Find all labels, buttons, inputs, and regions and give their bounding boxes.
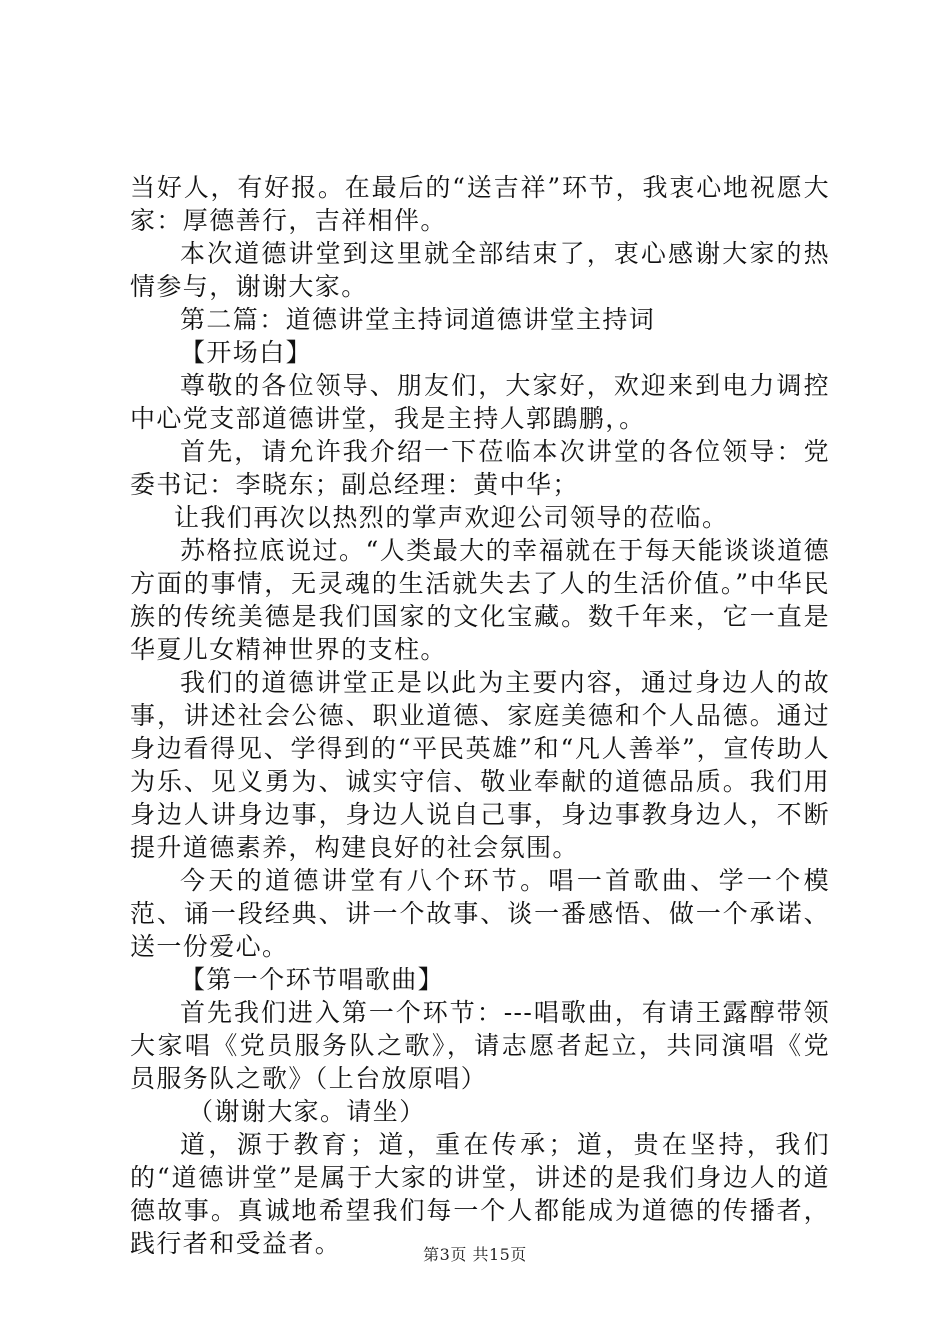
paragraph: （谢谢大家。请坐） — [188, 1097, 426, 1126]
page-footer: 第3页 共15页 — [423, 1245, 527, 1264]
section-heading: 【第一个环节唱歌曲】 — [180, 965, 445, 994]
paragraph: 今天的道德讲堂有八个环节。唱一首歌曲、学一个模范、诵一段经典、讲一个故事、谈一番感悟、做一个承诺、送一份爱心。 — [130, 866, 830, 961]
paragraph: 尊敬的各位领导、朋友们，大家好，欢迎来到电力调控中心党支部道德讲堂，我是主持人郭鵾鹏，。 — [130, 371, 830, 433]
paragraph: 苏格拉底说过。“人类最大的幸福就在于每天能谈谈道德方面的事情，无灵魂的生活就失去了人的生活价值。”中华民族的传统美德是我们国家的文化宝藏。数千年来，它一直是华夏儿女精神世界的支柱。 — [130, 536, 830, 664]
paragraph: 让我们再次以热烈的掌声欢迎公司领导的莅临。 — [174, 503, 729, 532]
section-title: 第二篇：道德讲堂主持词道德讲堂主持词 — [180, 305, 656, 334]
paragraph: 首先我们进入第一个环节：---唱歌曲，有请王露醇带领大家唱《党员服务队之歌》，请志愿者起立，共同演唱《党员服务队之歌》（上台放原唱） — [130, 998, 830, 1093]
paragraph: 道，源于教育；道，重在传承；道，贵在坚持，我们的“道德讲堂”是属于大家的讲堂，讲述的是我们身边人的道德故事。真诚地希望我们每一个人都能成为道德的传播者，践行者和受益者。 — [130, 1130, 830, 1258]
paragraph: 首先，请允许我介绍一下莅临本次讲堂的各位领导：党委书记：李晓东；副总经理：黄中华； — [130, 437, 830, 499]
section-heading: 【开场白】 — [180, 338, 313, 367]
document-body — [130, 171, 830, 1260]
paragraph: 本次道德讲堂到这里就全部结束了，衷心感谢大家的热情参与，谢谢大家。 — [130, 239, 830, 301]
paragraph: 我们的道德讲堂正是以此为主要内容，通过身边人的故事，讲述社会公德、职业道德、家庭美德和个人品德。通过身边看得见、学得到的“平民英雄”和“凡人善举”，宣传助人为乐、见义勇为、诚实守信、敬业奉献的道德品质。我们用身边人讲身边事，身边人说自己事，身边事教身边人，不断提升道德素养，构建良好的社会氛围。 — [130, 668, 830, 862]
paragraph: 当好人，有好报。在最后的“送吉祥”环节，我衷心地祝愿大家：厚德善行，吉祥相伴。 — [130, 173, 830, 235]
